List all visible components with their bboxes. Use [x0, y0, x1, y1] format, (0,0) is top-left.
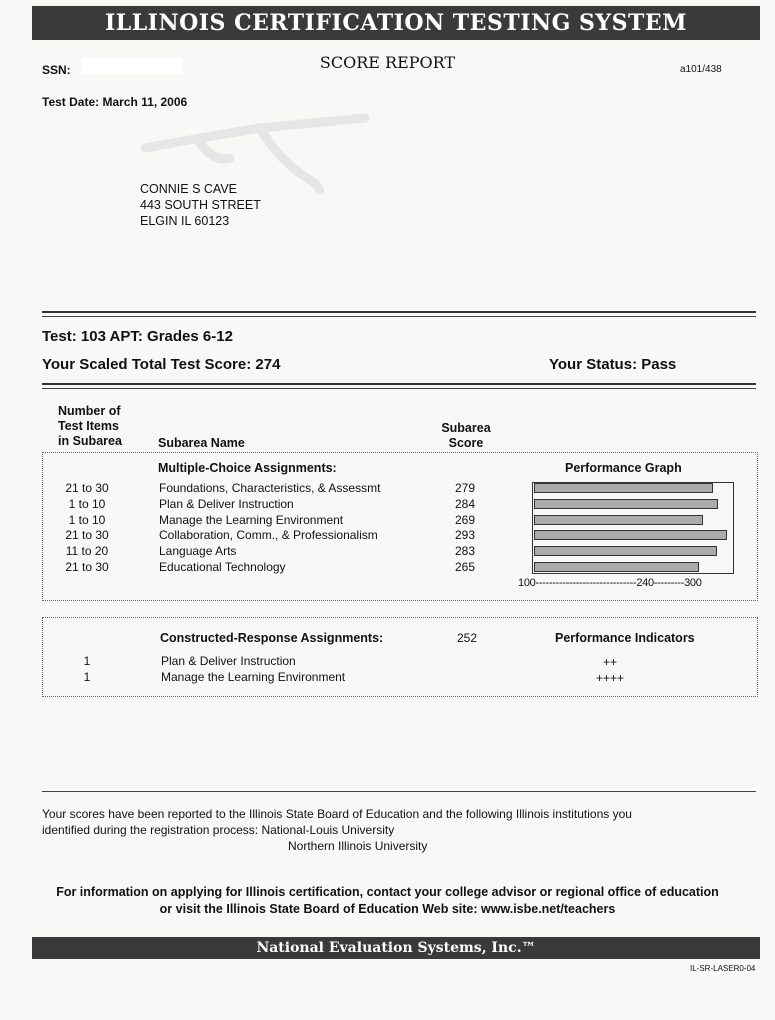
- test-date-value: March 11, 2006: [102, 95, 188, 109]
- divider-bottom: [42, 791, 756, 792]
- top-banner: ILLINOIS CERTIFICATION TESTING SYSTEM: [32, 6, 760, 40]
- cr-heading: Constructed-Response Assignments:: [160, 631, 384, 645]
- mc-row-items: 1 to 10: [68, 512, 106, 527]
- status-value: Pass: [641, 356, 677, 373]
- cr-row-name: Plan & Deliver Instruction: [161, 654, 296, 668]
- status-label: Your Status:: [549, 356, 638, 373]
- reported-text: Your scores have been reported to the Illinois State Board of Education and the following Illinois institutions you identified during the registration process: National-Louis University Northern Illinois University: [42, 806, 756, 854]
- address-name: CONNIE S CAVE: [140, 182, 238, 196]
- divider-top-thin: [42, 316, 756, 317]
- mc-row-items: 11 to 20: [65, 544, 109, 559]
- mc-row-score: 284: [455, 496, 476, 511]
- mc-row-name: Plan & Deliver Instruction: [159, 496, 294, 511]
- mc-row-name: Manage the Learning Environment: [159, 512, 344, 527]
- mc-row-name: Foundations, Characteristics, & Assessmt: [159, 481, 381, 495]
- cr-row-indicator: ++++: [595, 671, 625, 685]
- divider-mid-thin: [42, 388, 756, 389]
- mc-row-name: Language Arts: [159, 544, 237, 559]
- institution-1: National-Louis University: [261, 823, 395, 837]
- cr-row-name: Manage the Learning Environment: [161, 670, 346, 684]
- certification-info: For information on applying for Illinois certification, contact your college advisor or regional office of education or visit the Illinois State Board of Education Web site: www.isbe.net/teachers: [56, 885, 719, 916]
- performance-graph-frame: [532, 482, 734, 574]
- performance-bar: [534, 499, 718, 509]
- performance-indicators-title: Performance Indicators: [555, 631, 695, 645]
- mc-row-score: 293: [455, 528, 476, 543]
- divider-mid: [42, 383, 756, 385]
- bottom-banner: National Evaluation Systems, Inc.™: [32, 937, 760, 959]
- test-date-label: Test Date:: [42, 95, 100, 109]
- cr-row-items: 1: [83, 670, 91, 684]
- address-city: ELGIN IL 60123: [140, 214, 230, 228]
- test-name: 103 APT: Grades 6-12: [80, 328, 233, 345]
- constructed-response-section: [42, 617, 758, 697]
- mc-row-score: 283: [455, 544, 476, 559]
- performance-graph-title: Performance Graph: [565, 461, 682, 475]
- mc-row-name: Collaboration, Comm., & Professionalism: [159, 528, 378, 543]
- test-date: [42, 95, 187, 109]
- mc-row-score: 265: [455, 560, 476, 574]
- performance-bar: [534, 483, 713, 493]
- cr-score: 252: [457, 631, 478, 645]
- divider-top: [42, 311, 756, 313]
- total-score-value: 274: [255, 356, 281, 373]
- cr-row-items: 1: [83, 654, 91, 668]
- report-title: SCORE REPORT: [319, 53, 456, 72]
- mc-row-name: Educational Technology: [159, 560, 286, 574]
- total-score-line: [42, 356, 280, 373]
- col-header-items: Number of Test Items in Subarea: [58, 404, 122, 448]
- form-code: IL-SR-LASER0-04: [690, 964, 756, 973]
- mc-heading: Multiple-Choice Assignments:: [158, 461, 337, 475]
- col-header-name: Subarea Name: [158, 436, 245, 450]
- institution-2: Northern Illinois University: [288, 839, 428, 853]
- mc-row-items: 1 to 10: [68, 496, 106, 511]
- mailing-address: [140, 181, 261, 229]
- total-score-label: Your Scaled Total Test Score:: [42, 356, 252, 373]
- address-street: 443 SOUTH STREET: [140, 198, 261, 212]
- ssn-label: SSN:: [42, 63, 71, 77]
- test-label: Test:: [42, 328, 77, 345]
- col-header-score: Subarea Score: [441, 421, 491, 450]
- form-id: a101/438: [680, 64, 722, 75]
- test-name-line: [42, 328, 233, 345]
- performance-bar: [534, 530, 727, 540]
- mc-row-items: 21 to 30: [65, 481, 109, 495]
- mc-row-items: 21 to 30: [65, 560, 109, 574]
- performance-bar: [534, 515, 703, 525]
- mc-row-items: 21 to 30: [65, 528, 109, 543]
- graph-axis-label: 100------------------------------240---------300: [518, 577, 702, 589]
- performance-bar: [534, 562, 699, 572]
- cr-row-indicator: ++: [602, 655, 617, 669]
- mc-row-score: 269: [455, 512, 476, 527]
- performance-bar: [534, 546, 717, 556]
- status-line: [549, 356, 676, 373]
- mc-row-score: 279: [455, 481, 476, 495]
- ssn-redaction: [82, 58, 182, 74]
